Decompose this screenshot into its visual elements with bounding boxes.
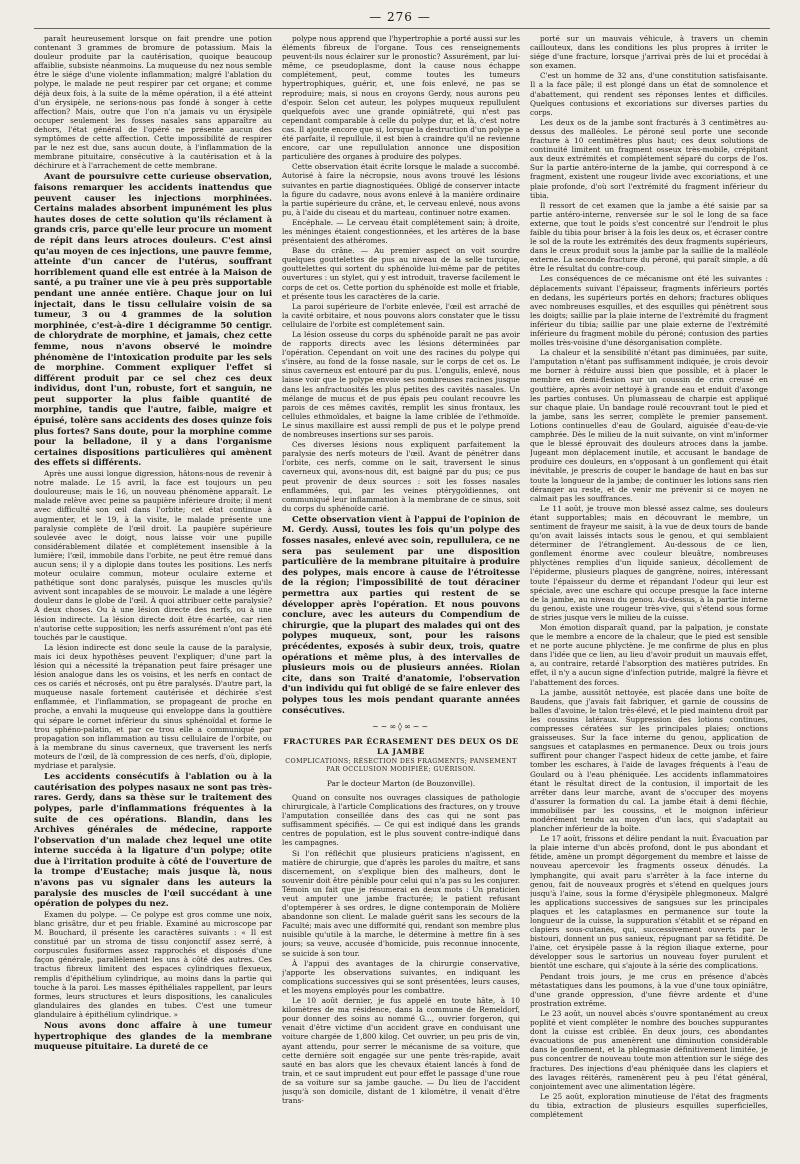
column-1 (34, 34, 272, 1154)
paragraph: Cette observation était écrite lorsque le malade a succombé. Autorisé à faire la nécropsie, nous avons trouvé les lésions suivantes en partie diagnostiquées. Obligé de conserver intacte la figure du cadavre, nous avons enlevé à la manière ordinaire la partie supérieure du crâne, et, le cerveau enlevé, nous avons pu, à l'aide du ciseau et du marteau, continuer notre examen. (282, 162, 520, 217)
paragraph: Pendant trois jours, je me crus en présence d'abcès métastatiques dans les poumons, à la vue d'une toux opiniâtre, d'une grande oppression, d'une fièvre ardente et d'une prostration extrême. (530, 971, 768, 1008)
paragraph: Encéphale. — Le cerveau était complétement sain; à droite, les méninges étaient congestionnées, et les artères de la base présentaient des athéromes. (282, 217, 520, 246)
paragraph: Examen du polype. — Ce polype est gros comme une noix, blanc grisâtre, dur et peu friable. Examiné au microscope par M. Bouchard, il présente les caractères suivants : « Il est constitué par un stroma de tissu conjonctif assez serré, à corpuscules fusiformes assez rapprochés et disposés d'une façon générale, parallèlement les uns à côté des autres. Ces tractus fibreux limitent des espaces cylindriques flexueux, remplis d'épithélium cylindrique, au moins dans la partie qui touche à la paroi. Les masses épithéliales rappellent, par leurs formes, leurs structures et leurs dispositions, les canalicules glandulaires des glandes en tubes. C'est une tumeur glandulaire à épithélium cylindrique. » (34, 909, 272, 1019)
paragraph: La paroi supérieure de l'orbite enlevée, l'œil est arraché de la cavité orbitaire, et nous pouvons alors constater que le tissu cellulaire de l'orbite est complétement sain. (282, 301, 520, 329)
paragraph: À l'appui des avantages de la chirurgie conservative, j'apporte les observations suivantes, en indiquant les complications successives qui se sont présentées, leurs causes, et les moyens employés pour les combattre. (282, 958, 520, 995)
paragraph: Après une aussi longue digression, hâtons-nous de revenir à notre malade. Le 15 avril, la face est toujours un peu douloureuse; mais le 16, un nouveau phénomène apparaît. Le malade relève avec peine sa paupière inférieure droite; il ment avec difficulté son œil dans l'orbite; cet état continue à augmenter, et le 19, à la visite, le malade présente une paralysie complète de l'œil droit. La paupière supérieure soulevée avec le doigt, nous laisse voir une pupille considérablement dilatée et complétement insensible à la lumière; l'œil, immobile dans l'orbite, ne peut être remué dans aucun sens; il y a diplopie dans toutes les positions. Les nerfs moteur oculaire commun, moteur oculaire externe et pathétique sont donc paralysés, puisque les muscles qu'ils avivent sont incapables de se mouvoir. Le malade a une légère douleur dans le globe de l'œil. À quoi attribuer cette paralysie? À deux choses. Ou à une lésion directe des nerfs, ou à une lésion indirecte. La lésion directe doit être écartée, car rien n'autorise cette supposition; les nerfs assurément n'ont pas été touchés par le caustique. (34, 469, 272, 642)
paragraph: La lésion indirecte est donc seule la cause de la paralysie, mais ici deux hypothèses peuvent l'expliquer; d'une part la lésion qui a nécessité la trépanation peut faire présager une lésion analogue dans les os voisins, et les nerfs en contact de ces os cariés et nécrosés, ont pu être paralysés. D'autre part, la muqueuse nasale fortement cautérisée et déchirée s'est enflammée, et l'inflammation, se propageant de proche en proche, a envahi la muqueuse qui enveloppe dans la gouttière qui sépare le cornet inférieur du sinus sphénoïdal et forme le trou sphéno-palatin, et par ce trou elle a communiqué par propagation son inflammation au tissu cellulaire de l'orbite, ou à la membrane du sinus caverneux, que traversent les nerfs moteurs de l'œil, de là compression de ces nerfs, d'où, diplopie, mydriase et paralysie. (34, 642, 272, 771)
paragraph: porté sur un mauvais véhicule, à travers un chemin caillouteux, dans les conditions les plus propres à irriter le siége d'une fracture, lorsque j'arrivai près de lui et procédai à son examen. (530, 34, 768, 71)
paragraph: Base du crâne. — Au premier aspect on voit sourdre quelques gouttelettes de pus au niveau de la selle turcique, gouttelettes qui sortent du sphénoïde lui-même par de petites ouvertures : un stylet, qui y est introduit, traverse facilement le corps de cet os. Cette portion du sphénoïde est molle et friable, et présente tous les caractères de la carie. (282, 246, 520, 301)
paragraph-lead: Nous avons donc affaire à une tumeur hypertrophique des glandes de la membrane muqueuse pituitaire. La dureté de ce (34, 1019, 272, 1052)
section-divider: ~~∞◊∞~~ (371, 722, 431, 732)
article-subtitle: COMPLICATIONS; RÉSECTION DES FRAGMENTS; PANSEMENT PAR OCCLUSION MODIFIÉE; GUÉRISON. (285, 758, 517, 774)
paragraph: Ces diverses lésions nous expliquent parfaitement la paralysie des nerfs moteurs de l'œil. Avant de pénétrer dans l'orbite, ces nerfs, comme on le sait, traversent le sinus caverneux qui, avons-nous dit, est baigné par du pus; ce pus peut provenir de deux sources : soit les fosses nasales enflammées, qui, par les veines ptérygoïdiennes, ont communiqué leur inflammation à la membrane de ce sinus, soit du corps du sphénoïde carié. (282, 440, 520, 513)
page-number: — 276 — (369, 10, 431, 24)
paragraph: La jambe, aussitôt nettoyée, est placée dans une boîte de Baudens, que j'avais fait fabriquer, et garnie de coussins de balles d'avoine, le talon très-élevé, et le pied maintenu droit par les coussins latéraux. Suppression des lotions continues, compresses cératées sur les principales plaies; onctions graisseuses. Sur la face interne du genou, application de sangsues et cataplasmes en permanence. Deux ou trois jours suffirent pour changer l'aspect hideux de cette jambe, et faire tomber les eschares, à l'aide de lavages fréquents à l'eau de Goulard ou à l'eau phéniquée. Les accidents inflammatoires étant le résultat direct de la contusion, il importait de les arrêter dans leur marche, avant de s'occuper des moyens d'assurer la formation du cal. La jambe était à demi fléchie, immobilisée par les coussins, et le moignon inférieur modérément tendu au moyen d'un lacs, qui s'adaptait au plancher inférieur de la boîte. (530, 687, 768, 834)
paragraph: Le 25 août, exploration minutieuse de l'état des fragments du tibia, extraction de plusieurs esquilles superficielles, complétement (530, 1091, 768, 1119)
article-author: Par le docteur Marton (de Bouzonville). (326, 778, 476, 788)
paragraph: Le 11 août, je trouve mon blessé assez calme, ses douleurs étant supportables; mais en découvrant le membre, un sentiment de frayeur me saisit, à la vue de deux tours de bande qu'on avait laissés intacts sous le genou, et qui semblaient déterminer de l'étranglement. Au-dessous de ce lien, gonflement énorme avec couleur bleuâtre, nombreuses phlyctènes remplies d'un liquide sanieux, décollement de l'épiderme, plusieurs plaques de gangrène, noires, intéressant toute l'épaisseur du derme et répandant l'odeur qui leur est spéciale, avec une eschare qui occupe presque la face interne de la jambe, au niveau du genou. Au-dessus, à la partie interne du genou, existe une rougeur très-vive, qui s'étend sous forme de stries jusque vers le milieu de la cuisse. (530, 503, 768, 622)
paragraph: Les deux os de la jambe sont fracturés à 3 centimètres au-dessus des malléoles. Le péroné seul porte une seconde fracture à 10 centimètres plus haut; ces deux solutions de continuité limitent un fragment osseux très-mobile, crépitant aux deux extrémités et complétement séparé du corps de l'os. Sur la partie antéro-interne de la jambe, qui correspond à ce fragment, existent une rougeur livide avec excoriations, et une plaie profonde, d'où sort l'extrémité du fragment inférieur du tibia. (530, 117, 768, 200)
paragraph: paraît heureusement lorsque on fait prendre une potion contenant 3 grammes de bromure de potassium. Mais la douleur produite par la cautérisation, quoique beaucoup affaiblie, subsiste néanmoins. La muqueuse du nez nous semble être le siége d'une violente inflammation; malgré l'ablation du polype, le malade ne peut respirer par cet organe; et comme déjà deux fois, à la suite de la même opération, il a été atteint d'un érysipèle, ne serions-nous pas fondé à songer à cette affection? Mais, outre que l'on n'a jamais vu un érysipèle occuper seulement les fosses nasales sans apparaître au dehors, l'état général de l'opéré ne présente aucun des symptômes de cette affection. Cette impossibilité de respirer par le nez est due, sans aucun doute, à l'inflammation de la membrane pituitaire, consécutive à la cautérisation et à la déchirure et à l'arrachement de cette membrane. (34, 34, 272, 171)
header-rule (34, 28, 770, 29)
paragraph: Les conséquences de ce mécanisme ont été les suivantes : déplacements suivant l'épaisseur, fragments inférieurs portés en dedans, les supérieurs portés en dehors; fractures obliques avec nombreuses esquilles, et des esquilles qui pénètrent sous les doigts; saillie par la plaie interne de l'extrémité du fragment inférieur du tibia; saillie par une plaie externe de l'extrémité inférieure du fragment mobile du péroné; contusion des parties molles très-voisine d'une désorganisation complète. (530, 274, 768, 348)
paragraph: C'est un homme de 32 ans, d'une constitution satisfaisante. Il a la face pâle; il est plongé dans un état de somnolence et d'abattement, qui rendent ses réponses lentes et difficiles. Quelques contusions et excoriations sur diverses parties du corps. (530, 71, 768, 117)
paragraph: La chaleur et la sensibilité n'étant pas diminuées, par suite, l'amputation n'étant pas suffisamment indiquée, je crois devoir me borner à réduire aussi bien que possible, et à placer le membre en demi-flexion sur un coussin de crin creusé en gouttière, après avoir nettoyé à grande eau et enduit d'axonge les parties contuses. Un plumasseau de charpie est appliqué sur chaque plaie. Un bandage roulé recouvrant tout le pied et la jambe, sans les serrer, complète le premier pansement. Lotions continuelles d'eau de Goulard, aiguisée d'eau-de-vie camphrée. Dès le milieu de la nuit suivante, on vint m'informer que le blessé éprouvait des douleurs atroces dans la jambe. Jugeant mon déplacement inutile, et accusant le bandage de produire ces douleurs, en s'opposant à un gonflement qui était inévitable, je prescris de couper le bandage de haut en bas sur toute la longueur de la jambe; de continuer les lotions sans rien déranger au reste, et de venir me prévenir si ce moyen ne calmait pas les souffrances. (530, 348, 768, 503)
paragraph: Le 10 août dernier, je fus appelé en toute hâte, à 10 kilomètres de ma résidence, dans la commune de Remeldorf, pour donner des soins au nommé G..., ouvrier forgeron, qui venait d'être victime d'un accident grave en conduisant une voiture chargée de 1,800 kilog. Cet ouvrier, un peu pris de vin, ayant attendu, pour serrer le mécanisme de sa voiture, que cette dernière soit engagée sur une pente très-rapide, avait sauté en bas alors que les chevaux étaient lancés à fond de train, et ce saut imprudent eut pour effet le passage d'une roue de sa voiture sur sa jambe gauche. — Du lieu de l'accident jusqu'à son domicile, distant de 1 kilomètre, il venait d'être trans- (282, 996, 520, 1106)
paragraph: Le 23 août, un nouvel abcès s'ouvre spontanément au creux poplité et vient compléter le nombre des bouches suppurantes dont la cuisse est criblée. En deux jours, ces abondantes évacuations de pus amenèrent une diminution considérable dans le gonflement, et la phlegmasie définitivement limitée, je pus concentrer de nouveau toute mon attention sur le siége des fractures. Des injections d'eau phéniquée dans les clapiers et des lavages réitérés, ramenèrent peu à peu l'état général, conjointement avec une alimentation légère. (530, 1008, 768, 1091)
paragraph: Quand on consulte nos ouvrages classiques de pathologie chirurgicale, à l'article Complications des fractures, on y trouve l'amputation conseillée dans des cas qui ne sont pas suffisamment spécifiés. — Ce qui est indiqué dans les grands centres de population, est le plus souvent contre-indiqué dans les campagnes. (282, 792, 520, 848)
paragraph-lead: Les accidents consécutifs à l'ablation ou à la cautérisation des polypes nasaux ne sont pas très-rares. Gerdy, dans sa thèse sur le traitement des polypes, parle d'inflammations fréquentes à la suite de ces opérations. Blandin, dans les Archives générales de médecine, rapporte l'observation d'un malade chez lequel une otite interne succéda à la ligature d'un polype; otite due à l'irritation produite à côté de l'ouverture de la trompe d'Eustache; mais jusque là, nous n'avons pas vu signaler dans les auteurs la paralysie des muscles de l'œil succédant à une opération de polypes du nez. (34, 771, 272, 909)
column-3 (530, 34, 768, 1154)
column-2 (282, 34, 520, 1154)
paragraph: Mon émotion disparaît quand, par la palpation, je constate que le membre a encore de la chaleur, que le pied est sensible et ne porte aucune phlyctène. Je me confirme de plus en plus dans l'idée que ce lien, au lieu d'avoir produit un mauvais effet, a, au contraire, retardé l'absorption des matières putrides. En effet, il n'y a aucun signe d'infection putride, malgré la fièvre et l'abattement des forces. (530, 623, 768, 687)
paragraph: La lésion osseuse du corps du sphénoïde paraît ne pas avoir de rapports directs avec les lésions déterminées par l'opération. Cependant on voit une des racines du polype qui s'insère, au fond de la fosse nasale, sur le corps de cet os. Le sinus caverneux est entouré par du pus. L'ongulis, enlevé, nous laisse voir que le polype envoie ses nombreuses racines jusque dans les anfractuosités les plus petites des cavités nasales. Un mélange de mucus et de pus épais peu coulant recouvre les parois de ces mêmes cavités, remplit les sinus frontaux, les cellules ethmoïdales, et baigne la lame criblée de l'ethmoïde. Le sinus maxillaire est aussi rempli de pus et le polype prend de nombreuses insertions sur ses parois. (282, 330, 520, 440)
paragraph: Le 17 août, frissons et délire pendant la nuit. Évacuation par la plaie interne d'un abcès profond, dont le pus abondant et fétide, amène un prompt dégorgement du membre et laisse de nouveau apercevoir les fragments osseux dénudés. La lymphangite, qui avait paru s'arrêter à la face interne du genou, fait de nouveaux progrès et s'étend en quelques jours jusqu'à l'aine, sous la forme d'érysipèle phlegmoneux. Malgré les applications successives de sangsues sur les principales plaques et les cataplasmes en permanence sur toute la longueur de la cuisse, la suppuration s'établit et se répand en clapiers sous-cutanés, qui, successivement ouverts par le bistouri, donnent un pus sanieux, répugnant par sa fétidité. De l'aine, cet érysipèle passe à la région iliaque externe, pour développer sous le sartorius un nouveau foyer purulent et bientôt une eschare, qui s'ajoute à la série des complications. (530, 834, 768, 971)
article-title: FRACTURES PAR ÉCRASEMENT DES DEUX OS DE LA JAMBE (283, 737, 519, 756)
paragraph-lead: Avant de poursuivre cette curieuse observation, faisons remarquer les accidents inattendus que peuvent causer les injections morphinées. Certains malades absorbent impunément les plus hautes doses de cette solution qu'ils réclament à grands cris, parce qu'elle leur procure un moment de répit dans leurs atroces douleurs. C'est ainsi qu'au moyen de ces injections, une pauvre femme, atteinte d'un cancer de l'utérus, souffrant horriblement quand elle est entrée à la Maison de santé, a pu traîner une vie à peu près supportable pendant une année entière. Chaque jour on lui injectait, dans le tissu cellulaire voisin de sa tumeur, 3 ou 4 grammes de la solution morphinée, c'est-à-dire 1 décigramme 50 centigr. de chlorydrate de morphine, et jamais, chez cette femme, nous n'avons observé le moindre phénomène de l'intoxication produite par les sels de morphine. Comment expliquer l'effet si différent produit par ce sel chez ces deux individus, dont l'un, robuste, fort et sanguin, ne peut supporter la plus faible quantité de morphine, tandis que l'autre, faible, maigre et épuisé, tolère sans accidents des doses quinze fois plus fortes? Sans doute, pour la morphine comme pour la belladone, il y a dans l'organisme certaines dispositions particulières qui amènent des effets si différents. (34, 171, 272, 468)
paragraph: Il ressort de cet examen que la jambe a été saisie par sa partie antéro-interne, renversée sur le sol le long de sa face externe, que tout le poids s'est concentré sur l'endroit le plus faible du tibia pour briser à la fois les deux os, et écraser contre le sol de la route les extrémités des deux fragments supérieurs, dans le creux produit sous la jambe par la saillie de la malléole externe. La seconde fracture du péroné, qui paraît simple, a dû être le résultat du contre-coup. (530, 200, 768, 274)
paragraph: polype nous apprend que l'hypertrophie a porté aussi sur les éléments fibreux de l'organe. Tous ces renseignements peuvent-ils nous éclairer sur le pronostic? Assurément, par lui-même, ce pseudoplasme, dont la cause nous échappe complétement, peut, comme toutes les tumeurs hypertrophiques, guérir, et, une fois enlevé, ne pas se reproduire; mais, si nous en croyons Gerdy, nous aurons peu d'espoir. Selon cet auteur, les polypes muqueux repullulent quelquefois avec une grande opiniâtreté, qui n'est pas cependant comparable à celle du polype dur, et là, c'est notre cas. Il ajoute encore que si, lorsque la destruction d'un polype a été parfaite, il repullule, il est bien à craindre qu'il ne revienne encore, car une repullulation annonce une disposition particulière des organes à produire des polypes. (282, 34, 520, 162)
paragraph-lead: Cette observation vient à l'appui de l'opinion de M. Gerdy. Aussi, toutes les fois qu'un polype des fosses nasales, enlevé avec soin, repullulera, ce ne sera pas seulement par une disposition particulière de la membrane pituitaire à produire des polypes, mais encore à cause de l'étroitesse de la région; l'impossibilité de tout déraciner permettra aux parties qui restent de se développer après l'opération. Et nous pouvons conclure, avec les auteurs du Compendium de chirurgie, que la plupart des malades qui ont des polypes muqueux, sont, pour les raisons précédentes, exposés à subir deux, trois, quatre opérations et même plus, à des intervalles de plusieurs mois ou de plusieurs années. Riolan cite, dans son Traité d'anatomie, l'observation d'un individu qui fut obligé de se faire enlever des polypes tous les mois pendant quarante années consécutives. (282, 513, 520, 715)
paragraph: Si l'on réfléchit que plusieurs praticiens n'agissent, en matière de chirurgie, que d'après les paroles du maître, et sans discernement, on s'explique bien des malheurs, dont le souvenir doit être pénible pour celui qui n'a pas su les conjurer. Témoin un fait que je résumerai en deux mots : Un praticien veut amputer une jambe fracturée; le patient refusant d'optempérer à ses ordres, le digne contemporain de Molière abandonne son client. Le malade guérit sans les secours de la Faculté; mais avec une difformité qui, rendant son membre plus nuisible qu'utile à la marche, le détermine à mettre fin à ses jours; sa veuve, accusée d'homicide, puis reconnue innocente, se suicide à son tour. (282, 848, 520, 958)
